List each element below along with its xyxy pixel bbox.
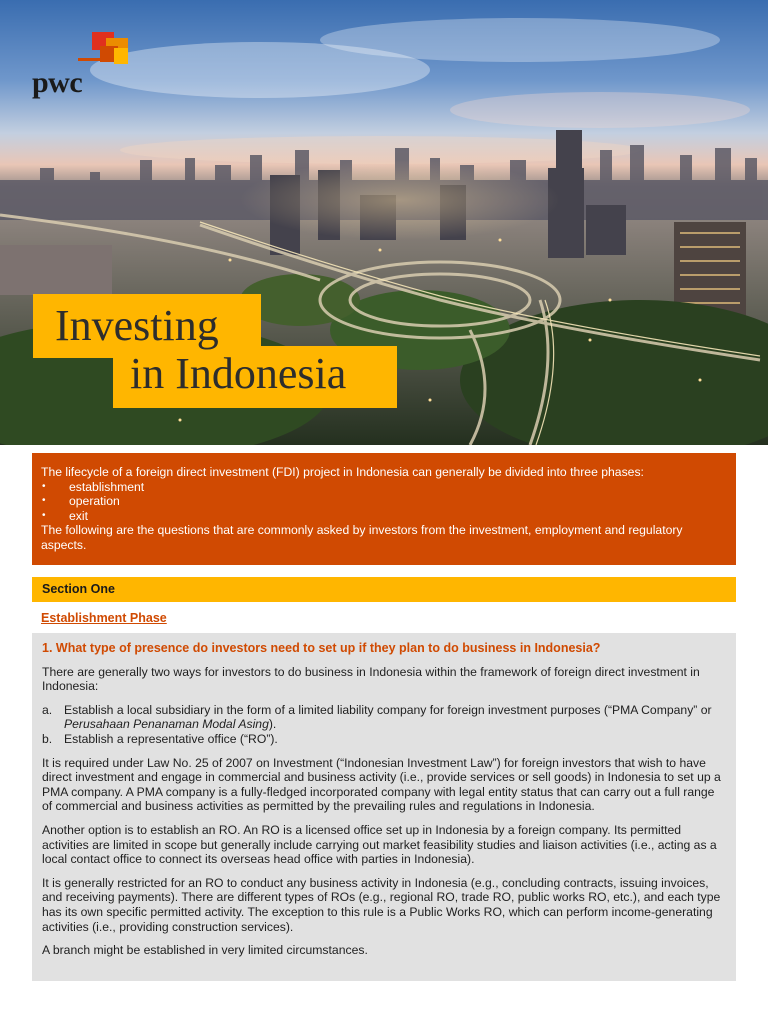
phase-item: • establishment [41,480,726,495]
options-list [42,703,726,747]
list-item [42,703,726,732]
phase-item: • exit [41,509,726,524]
page-title-line-2: in Indonesia [130,349,347,398]
list-marker: b. [42,731,53,746]
intro-lead: The lifecycle of a foreign direct investment (FDI) project in Indonesia can generally be divided into three phases: [41,465,644,479]
pwc-logo-text: pwc [32,66,83,99]
phase-list [41,480,726,524]
page-title-line-1: Investing [55,301,219,350]
section-header: Section One [32,577,736,602]
option-text-end: ). [268,717,277,732]
content-panel [32,633,736,981]
pwc-logo [32,32,142,112]
option-italic-text: Perusahaan Penanaman Modal Asing [64,717,269,732]
intro-closing: The following are the questions that are commonly asked by investors from the investment, employment and regulatory aspects. [41,523,683,552]
paragraph: A branch might be established in very limited circumstances. [42,943,368,958]
hero-banner [0,0,768,445]
paragraph: It is generally restricted for an RO to conduct any business activity in Indonesia (e.g., concluding contracts, issuing invoices, and receiving payments). There are different types of ROs (e.g., regional RO, trade RO, public works RO, etc.), and each type has its own specific permitted activity. The exception to this rule is a Public Works RO, which can perform income-generating activities (i.e., providing construction services). [42,875,721,934]
list-marker: a. [42,702,53,717]
option-text: Establish a local subsidiary in the form of a limited liability company for foreign investment purposes (“PMA Company” or [64,702,712,717]
establishment-phase-link[interactable]: Establishment Phase [41,611,167,625]
list-item [42,732,726,747]
paragraph: It is required under Law No. 25 of 2007 on Investment (“Indonesian Investment Law”) for foreign investors that wish to have direct investment and engage in commercial and business activity (i.e., provide services or sell goods) in Indonesia to set up a PMA company. A PMA company is a fully-fledged incorporated company with legal entity status that can carry out a full range of commercial and business activities as permitted by the prevailing rules and regulations in Indonesia. [42,755,721,814]
question-heading: 1. What type of presence do investors need to set up if they plan to do business in Indonesia? [42,641,601,655]
paragraph: Another option is to establish an RO. An RO is a licensed office set up in Indonesia by a foreign company. Its permitted activities are limited in scope but generally include carrying out market feasibility studies and liaison activities (i.e., acting as a local contact office to connect its overseas head office with parties in Indonesia). [42,822,717,867]
paragraph: There are generally two ways for investors to do business in Indonesia within the framework of foreign direct investment in Indonesia: [42,664,700,694]
phase-item: • operation [41,494,726,509]
option-text: Establish a representative office (“RO”). [64,731,278,746]
intro-box [32,453,736,565]
